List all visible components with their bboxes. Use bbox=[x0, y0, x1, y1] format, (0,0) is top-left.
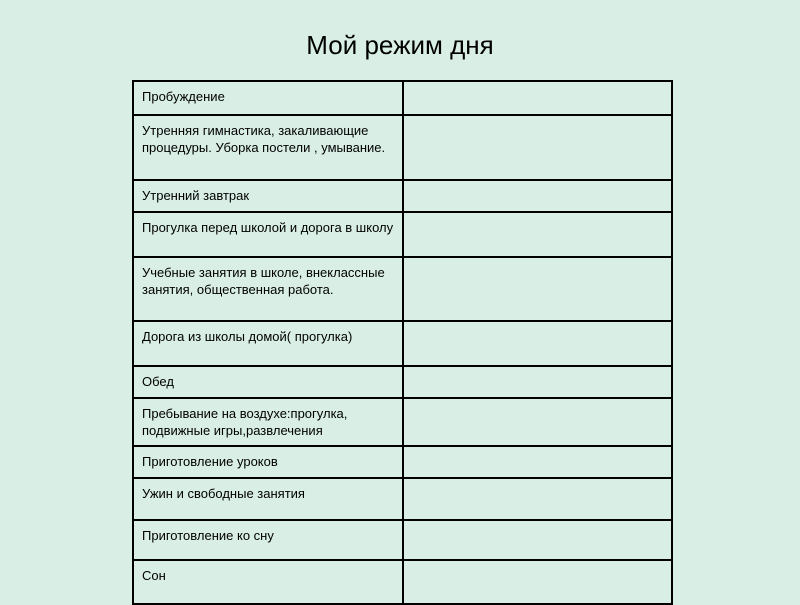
activity-cell: Приготовление ко сну bbox=[133, 520, 403, 560]
activity-cell: Обед bbox=[133, 366, 403, 398]
activity-cell: Учебные занятия в школе, внеклассные занятия, общественная работа. bbox=[133, 257, 403, 321]
page-title: Мой режим дня bbox=[306, 30, 494, 60]
table-row bbox=[133, 446, 672, 478]
activity-cell: Приготовление уроков bbox=[133, 446, 403, 478]
activity-cell: Пребывание на воздухе:прогулка, подвижные игры,развлечения bbox=[133, 398, 403, 446]
table-row bbox=[133, 366, 672, 398]
table-row bbox=[133, 321, 672, 366]
time-cell[interactable] bbox=[403, 321, 672, 366]
schedule-table bbox=[132, 80, 673, 605]
time-cell[interactable] bbox=[403, 478, 672, 520]
table-row bbox=[133, 398, 672, 446]
activity-cell: Дорога из школы домой( прогулка) bbox=[133, 321, 403, 366]
time-cell[interactable] bbox=[403, 81, 672, 115]
activity-cell: Утренняя гимнастика, закаливающие процедуры. Уборка постели , умывание. bbox=[133, 115, 403, 180]
activity-cell: Пробуждение bbox=[133, 81, 403, 115]
time-cell[interactable] bbox=[403, 398, 672, 446]
activity-cell: Ужин и свободные занятия bbox=[133, 478, 403, 520]
activity-cell: Прогулка перед школой и дорога в школу bbox=[133, 212, 403, 257]
activity-cell: Утренний завтрак bbox=[133, 180, 403, 212]
time-cell[interactable] bbox=[403, 446, 672, 478]
time-cell[interactable] bbox=[403, 115, 672, 180]
table-row bbox=[133, 115, 672, 180]
table-row bbox=[133, 81, 672, 115]
time-cell[interactable] bbox=[403, 560, 672, 604]
table-row bbox=[133, 257, 672, 321]
time-cell[interactable] bbox=[403, 520, 672, 560]
time-cell[interactable] bbox=[403, 212, 672, 257]
table-row bbox=[133, 212, 672, 257]
table-row bbox=[133, 180, 672, 212]
activity-cell: Сон bbox=[133, 560, 403, 604]
table-row bbox=[133, 520, 672, 560]
time-cell[interactable] bbox=[403, 257, 672, 321]
time-cell[interactable] bbox=[403, 366, 672, 398]
table-row bbox=[133, 478, 672, 520]
time-cell[interactable] bbox=[403, 180, 672, 212]
table-row bbox=[133, 560, 672, 604]
